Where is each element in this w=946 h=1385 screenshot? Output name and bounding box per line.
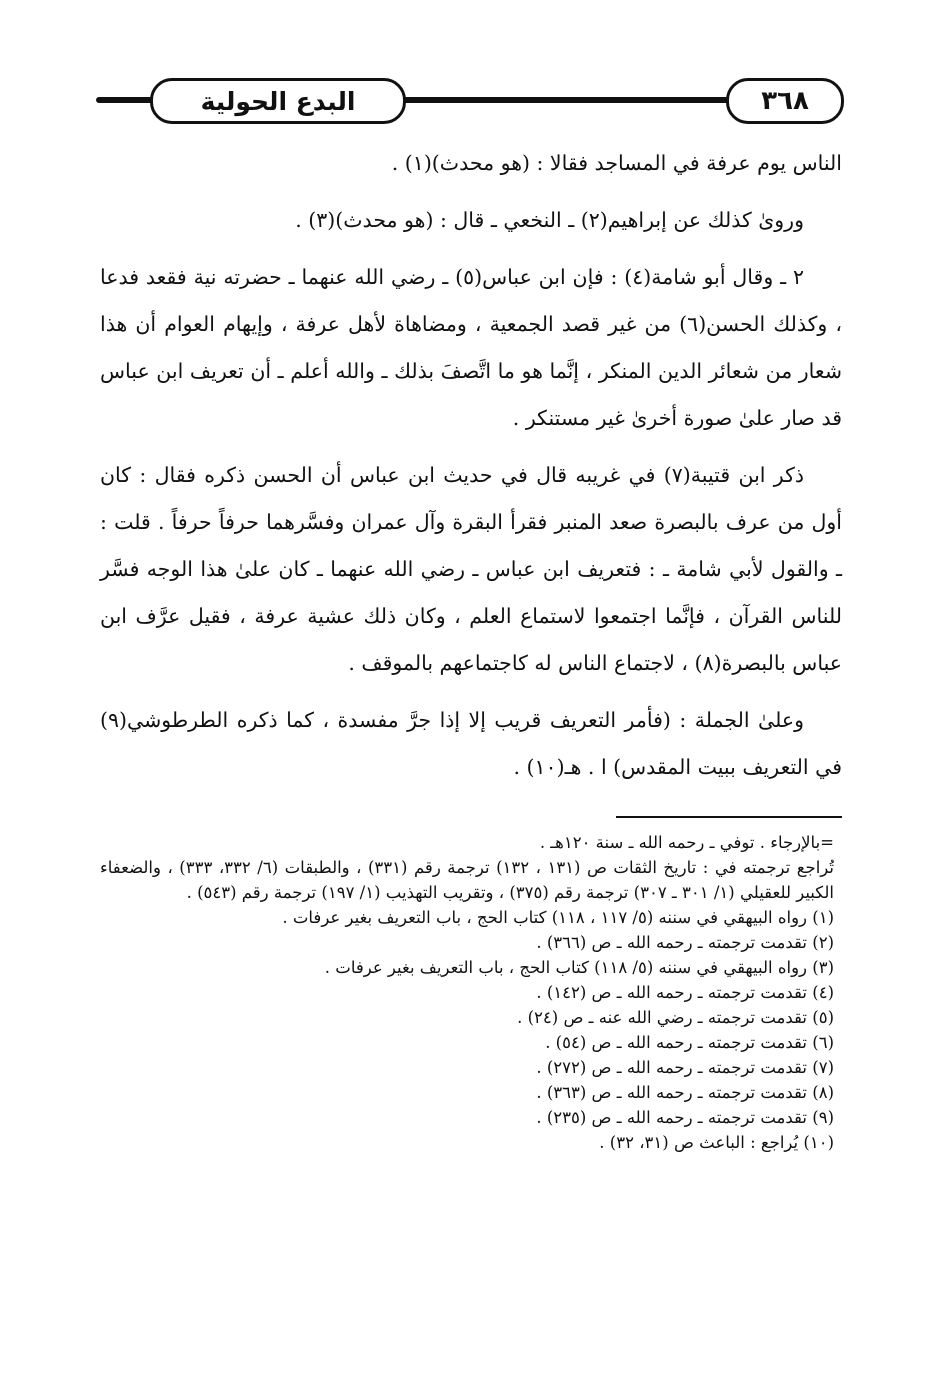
paragraph: وعلىٰ الجملة : (فأمر التعريف قريب إلا إذا جرَّ مفسدة ، كما ذكره الطرطوشي(٩) في التعريف ببيت المقدس) ا . هـ(١٠) .	[100, 708, 842, 779]
paragraph: ٢ ـ وقال أبو شامة(٤) : فإن ابن عباس(٥) ـ رضي الله عنهما ـ حضرته نية فقعد فدعا ، وكذلك الحسن(٦) من غير قصد الجمعية ، ومضاهاة لأهل عرفة ، وإيهام العوام أن هذا شعار من شعائر الدين المنكر ، إنَّما هو ما اتَّصفَ بذلك ـ والله أعلم ـ أن تعريف ابن عباس قد صار علىٰ صورة أخرىٰ غير مستنكر .	[100, 265, 842, 430]
footnote-item: (١٠) يُراجع : الباعث ص (٣١، ٣٢) .	[599, 1133, 834, 1152]
footnote-separator	[616, 816, 842, 818]
paragraph: وروىٰ كذلك عن إبراهيم(٢) ـ النخعي ـ قال : (هو محدث)(٣) .	[295, 208, 804, 232]
paragraph: الناس يوم عرفة في المساجد فقالا : (هو محدث)(١) .	[391, 151, 842, 175]
footnotes	[100, 830, 842, 1155]
main-text	[100, 140, 842, 801]
footnote-item: (٩) تقدمت ترجمته ـ رحمه الله ـ ص (٢٣٥) .	[536, 1108, 834, 1127]
paragraph: ذكر ابن قتيبة(٧) في غريبه قال في حديث ابن عباس أن الحسن ذكره فقال : كان أول من عرف بالبصرة صعد المنبر فقرأ البقرة وآل عمران وفسَّرهما حرفاً حرفاً . قلت : ـ والقول لأبي شامة ـ : فتعريف ابن عباس ـ رضي الله عنهما ـ كان علىٰ هذا الوجه فسَّر للناس القرآن ، فإنَّما اجتمعوا لاستماع العلم ، وكان ذلك عشية عرفة ، فقيل عرَّف ابن عباس بالبصرة(٨) ، لاجتماع الناس له كاجتماعهم بالموقف .	[100, 463, 842, 675]
footnote-item: (٨) تقدمت ترجمته ـ رحمه الله ـ ص (٣٦٣) .	[536, 1083, 834, 1102]
page-header	[96, 72, 842, 128]
footnote-item: (١) رواه البيهقي في سننه (٥/ ١١٧ ، ١١٨) كتاب الحج ، باب التعريف بغير عرفات .	[282, 908, 834, 927]
page-number: ٣٦٨	[726, 78, 844, 124]
footnote-item: (٦) تقدمت ترجمته ـ رحمه الله ـ ص (٥٤) .	[545, 1033, 834, 1052]
footnote-item: (٧) تقدمت ترجمته ـ رحمه الله ـ ص (٢٧٢) .	[536, 1058, 834, 1077]
footnote-item: (٣) رواه البيهقي في سننه (٥/ ١١٨) كتاب الحج ، باب التعريف بغير عرفات .	[324, 958, 834, 977]
footnote-item: (٥) تقدمت ترجمته ـ رضي الله عنه ـ ص (٢٤) .	[517, 1008, 834, 1027]
footnote-item: (٤) تقدمت ترجمته ـ رحمه الله ـ ص (١٤٢) .	[536, 983, 834, 1002]
footnote-continuation: تُراجع ترجمته في : تاريخ الثقات ص (١٣١ ، ١٣٢) ترجمة رقم (٣٣١) ، والطبقات (٦/ ٣٣٢، ٣٣٣) ، والضعفاء الكبير للعقيلي (١/ ٣٠١ ـ ٣٠٧) ترجمة رقم (٣٧٥) ، وتقريب التهذيب (١/ ١٩٧) ترجمة رقم (٥٤٣) .	[100, 858, 834, 902]
footnote-continuation: =بالإرجاء . توفي ـ رحمه الله ـ سنة ١٢٠هـ .	[539, 833, 834, 852]
running-title: البدع الحولية	[150, 78, 406, 124]
footnote-item: (٢) تقدمت ترجمته ـ رحمه الله ـ ص (٣٦٦) .	[536, 933, 834, 952]
